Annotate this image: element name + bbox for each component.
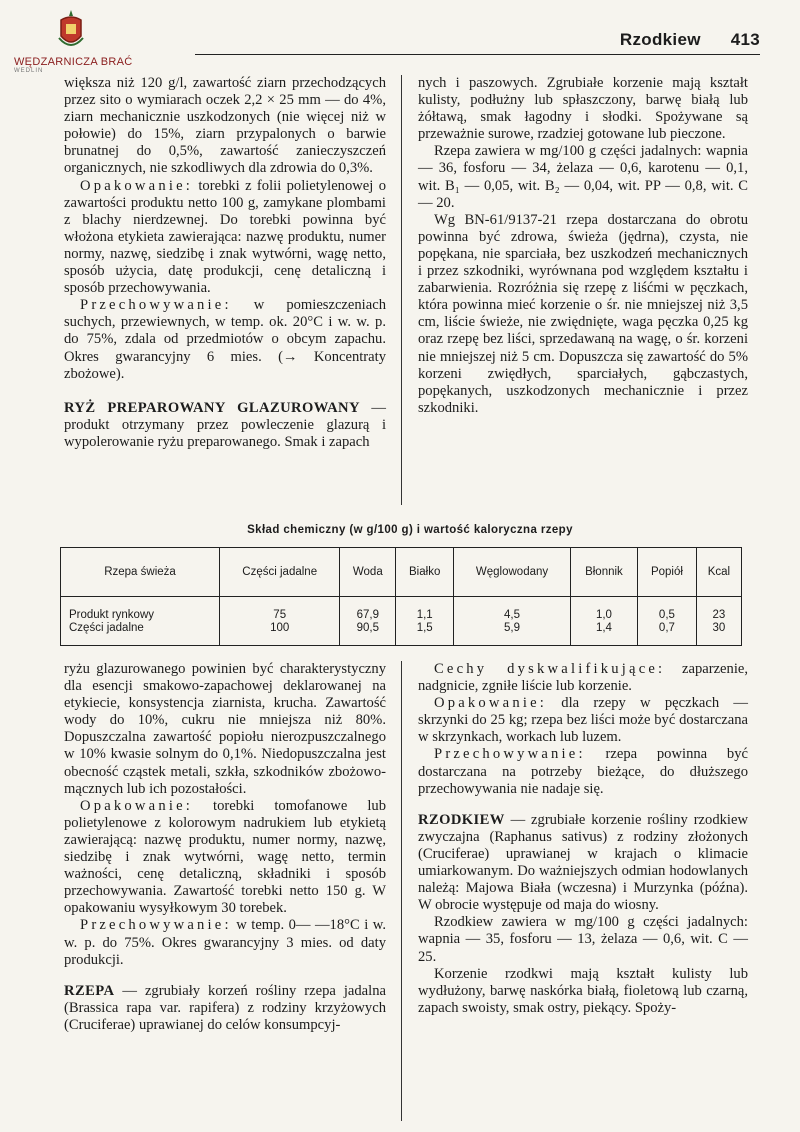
table-row bbox=[61, 622, 742, 646]
table-cell: 23 bbox=[696, 597, 741, 623]
table-row bbox=[61, 597, 742, 623]
paragraph-standard: Wg BN-61/9137-21 rzepa dostarczana do obrotu powinna być zdrowa, świeża (jędrna), czysta, nie popękana, nie sparciała, bez uszkodzeń mechanicznych i przez szkodniki, wyrównana pod względem kształtu i zabarwienia. Rozróżnia się rzepę z liśćmi w pęczkach, która powinna mieć korzenie o śr. nie mniejszej niż 3,5 cm, liście świeże, nie zwiędnięte, waga pęczka 0,25 kg oraz rzepę bez liści, sprzedawaną na wagę, o śr. korzeni nie mniejszej niż 5 cm. Dopuszcza się zawartość do 5% korzeni zwiędłych, sparciałych, gąbczastych, popękanych, uszkodzonych mechanicznie i przez szkodniki. bbox=[418, 211, 748, 416]
paragraph-packaging: Opakowanie: torebki tomofanowe lub polietylenowe z kolorowym nadrukiem lub etykietą zawierającą: nazwę produktu, numer normy, nazwę, siedzibę i znak wytwórni, wagę netto, termin ważności, cenę detaliczną, składniki i sposób przechowywania. Zawartość torebki netto 150 g. W opakowaniu wysyłkowym 30 torebek. bbox=[64, 797, 386, 917]
column-header: Kcal bbox=[696, 548, 741, 597]
paragraph-disqualifying: Cechy dyskwalifikujące: zaparzenie, nadgnicie, zgniłe liście lub korzenie. bbox=[418, 661, 749, 695]
header-rule bbox=[195, 54, 760, 55]
table-cell: 1,4 bbox=[570, 622, 637, 646]
paragraph-packaging: Opakowanie: dla rzepy w pęczkach — skrzynki do 25 kg; rzepa bez liści może być dostarczana w skrzynkach, workach lub luzem. bbox=[418, 695, 748, 746]
paragraph: większa niż 120 g/l, zawartość ziarn przechodzących przez sito o wymiarach oczek 2,2 × 25 mm — do 4%, ziarn mechanicznie uszkodzonych (nie więcej niż w połowie) do 15%, ziarn przypalonych o barwie brunatnej do 0,5%, zawartość zanieczyszczeń organicznych, nie szkodliwych dla zdrowia do 0,3%. bbox=[64, 75, 386, 177]
column-header: Popiół bbox=[638, 548, 697, 597]
paragraph-storage: Przechowywanie: w temp. 0— —18°C i w. w. p. do 75%. Okres gwarancyjny 3 mies. od daty produkcji. bbox=[64, 917, 386, 968]
entry-glazed-rice: RYŻ PREPAROWANY GLAZUROWANY — produkt otrzymany przez powleczenie glazurą i wypolerowanie ryżu preparowanego. Smak i zapach bbox=[64, 399, 386, 450]
chemical-composition-table bbox=[60, 547, 742, 646]
brand-name: WĘDZARNICZA BRAĆ bbox=[14, 56, 133, 68]
table-cell: 1,0 bbox=[570, 597, 637, 623]
paragraph-storage: Przechowywanie: rzepa powinna być dostarczana na potrzeby bieżące, do dłuższego przechowywania nie nadaje się. bbox=[418, 746, 748, 797]
running-header bbox=[620, 30, 760, 50]
column-header: Rzepa świeża bbox=[61, 548, 220, 597]
table-cell: 0,7 bbox=[638, 622, 697, 646]
table-cell: 1,1 bbox=[396, 597, 454, 623]
column-header: Części jadalne bbox=[220, 548, 340, 597]
right-column-top bbox=[418, 75, 748, 417]
table-cell: 100 bbox=[220, 622, 340, 646]
table-cell: 5,9 bbox=[454, 622, 571, 646]
column-header: Błonnik bbox=[570, 548, 637, 597]
table-cell: 67,9 bbox=[340, 597, 396, 623]
entry-radish: RZODKIEW — zgrubiałe korzenie rośliny rzodkiew zwyczajna (Raphanus sativus) z rodziny złożonych (Cruciferae) uprawianej w krajach o klimacie umiarkowanym. Do ważniejszych odmian hodowlanych należą: Majowa Biała (wczesna) i Murzynka (późna). W obrocie występuje od maja do wiosny. bbox=[418, 811, 748, 914]
page-number: 413 bbox=[730, 30, 760, 49]
table-cell: 30 bbox=[696, 622, 741, 646]
left-column-top bbox=[64, 75, 386, 451]
paragraph-nutrients: Rzodkiew zawiera w mg/100 g części jadalnych: wapnia — 35, fosforu — 13, żelaza — 0,6, wit. C — 25. bbox=[418, 914, 748, 965]
table-cell: 0,5 bbox=[638, 597, 697, 623]
column-header: Węglowodany bbox=[454, 548, 571, 597]
entry-turnip: RZEPA — zgrubiały korzeń rośliny rzepa jadalna (Brassica rapa var. rapifera) z rodziny krzyżowych (Cruciferae) uprawianej do celów konsumpcyj- bbox=[64, 982, 386, 1033]
paragraph-nutrients: Rzepa zawiera w mg/100 g części jadalnych: wapnia — 36, fosforu — 34, żelaza — 0,6, karotenu — 0,1, wit. B₁ — 0,05, wit. B₂ — 0,04, wit. PP — 0,8, wit. C — 20. bbox=[418, 143, 748, 211]
table-cell: Produkt rynkowy bbox=[61, 597, 220, 623]
left-column-bottom bbox=[64, 661, 386, 1034]
table-header-row bbox=[61, 548, 742, 597]
column-header: Białko bbox=[396, 548, 454, 597]
publisher-logo bbox=[14, 8, 154, 74]
crest-icon bbox=[55, 8, 87, 52]
column-divider bbox=[401, 661, 402, 1121]
table-cell: 4,5 bbox=[454, 597, 571, 623]
header-title: Rzodkiew bbox=[619, 30, 701, 49]
paragraph-storage: Przechowywanie: w pomieszczeniach suchych, przewiewnych, w temp. ok. 20°C i w. w. p. do 75%, zdala od przedmiotów o obcym zapachu. Okres gwarancyjny 6 mies. (→ Koncentraty zbożowe). bbox=[64, 297, 386, 382]
column-header: Woda bbox=[340, 548, 396, 597]
paragraph: nych i paszowych. Zgrubiałe korzenie mają kształt kulisty, podłużny lub spłaszczony, barwę białą lub żółtawą, smak łagodny i słodki. Spożywane są przeważnie surowe, rzadziej gotowane lub pieczone. bbox=[418, 75, 748, 143]
table-cell: 1,5 bbox=[396, 622, 454, 646]
table-cell: 90,5 bbox=[340, 622, 396, 646]
table-caption: Skład chemiczny (w g/100 g) i wartość kaloryczna rzepy bbox=[247, 524, 573, 536]
paragraph: ryżu glazurowanego powinien być charakterystyczny dla esencji smakowo-zapachowej deklarowanej na etykiecie, konsystencja ziarnista, krucha. Zawartość wody do 10%, cukru nie mniejsza niż 80%. Dopuszczalna zawartość popiołu nierozpuszczalnego w 10% kwasie solnym do 0,1%. Niedopuszczalna jest obecność cząstek metali, szkła, szkodników zbożowo-mącznych lub ich pozostałości. bbox=[64, 661, 386, 797]
brand-subtitle: WEDLIN bbox=[14, 68, 44, 74]
table-cell: 75 bbox=[220, 597, 340, 623]
right-column-bottom bbox=[418, 661, 748, 1017]
paragraph-description: Korzenie rzodkwi mają kształt kulisty lub wydłużony, barwę naskórka białą, fioletową lub czarną, zapach swoisty, smak ostry, piekący. Spoży- bbox=[418, 965, 748, 1016]
table-cell: Części jadalne bbox=[61, 622, 220, 646]
paragraph-packaging: Opakowanie: torebki z folii polietylenowej o zawartości produktu netto 100 g, zamykane plombami z blachy nierdzewnej. Do torebki powinna być włożona etykieta zawierająca: nazwę produktu, numer normy, nazwę, siedzibę i znak wytwórni, wagę netto, sposób użycia, datę produkcji, cenę detaliczną i sposób przechowywania. bbox=[64, 177, 386, 297]
column-divider bbox=[401, 75, 402, 505]
